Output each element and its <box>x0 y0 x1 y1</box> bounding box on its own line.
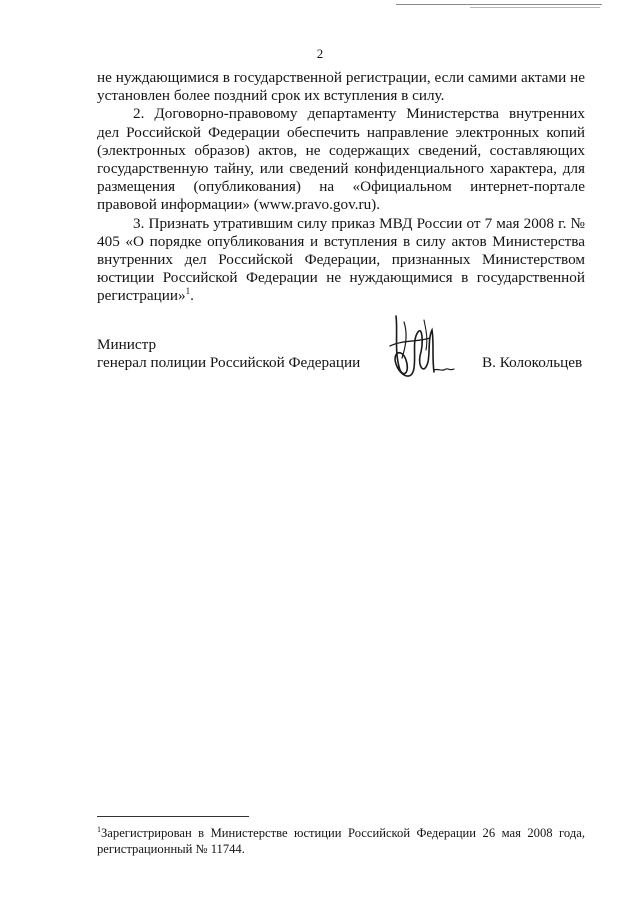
signatory-title-line2: генерал полиции Российской Федерации <box>97 354 361 372</box>
signatory-name: В. Колокольцев <box>482 354 583 371</box>
paragraph-continuation: не нуждающимися в государственной регистрации, если самими актами не установлен более поздний срок их вступления в силу. <box>97 69 585 105</box>
scan-artifact-line <box>470 7 600 8</box>
footnote-reference: 1 <box>185 286 191 297</box>
page-number: 2 <box>316 46 324 61</box>
signatory-title <box>97 336 360 372</box>
handwritten-signature <box>384 312 460 386</box>
scan-artifact-line <box>396 4 602 5</box>
paragraph-3 <box>97 215 585 306</box>
footnote-text: Зарегистрирован в Министерстве юстиции Российской Федерации 26 мая 2008 года, регистрационный № 11744. <box>97 826 585 856</box>
footnote-mark: 1 <box>97 824 101 834</box>
paragraph-3-period: . <box>190 287 194 305</box>
document-body <box>97 69 585 306</box>
paragraph-3-text: 3. Признать утратившим силу приказ МВД России от 7 мая 2008 г. № 405 «О порядке опубликования и вступления в силу актов Министерства внутренних дел Российской Федерации, признанных Министерством юстиции Российской Федерации не нуждающимися в государственной регистрации» <box>97 214 585 305</box>
footnote-separator <box>97 816 249 817</box>
footnote <box>97 825 585 857</box>
signatory-title-line1: Министр <box>97 336 157 353</box>
paragraph-2: 2. Договорно-правовому департаменту Министерства внутренних дел Российской Федерации обеспечить направление электронных копий (электронных образов) актов, не содержащих сведений, составляющих государственную тайну, или сведений конфиденциального характера, для размещения (опубликования) на «Официальном интернет-портале правовой информации» (www.pravo.gov.ru). <box>97 105 585 214</box>
